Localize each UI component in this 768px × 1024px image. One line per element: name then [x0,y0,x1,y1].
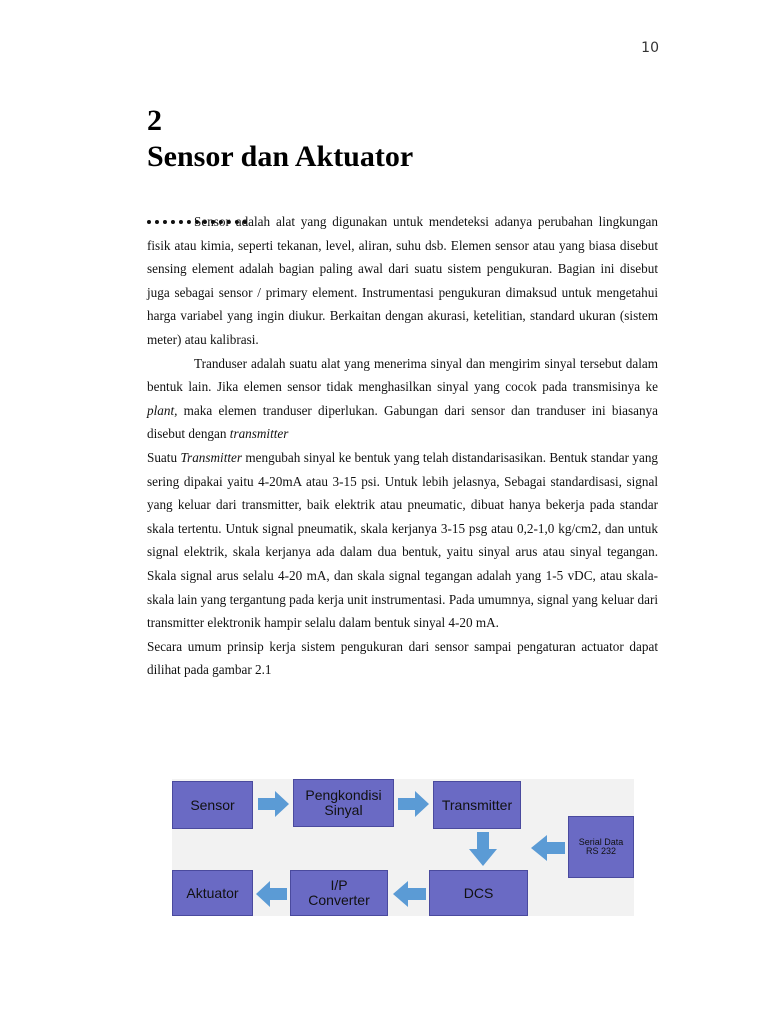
arrow-ip-to-aktuator [256,881,287,907]
paragraph-sensor-text: Sensor adalah alat yang digunakan untuk mendeteksi adanya perubahan lingkungan fisik atau kimia, seperti tekanan, level, aliran, suhu dsb. Elemen sensor atau yang biasa disebut sensing element adalah bagian paling awal dari suatu sistem pengukuran. Bagian ini disebut juga sebagai sensor / primary element. Instrumentasi pengukuran dimaksud untuk mengetahui harga variabel yang ingin diukur. Berkaitan dengan akurasi, ketelitian, standard ukuran (sistem meter) atau kalibrasi. [147,214,658,347]
transmitter-italic-2: Transmitter [180,449,243,465]
transmitter-text-b: mengubah sinyal ke bentuk yang telah distandarisasikan. Bentuk standar yang sering dipakai yaitu 4-20mA atau 3-15 psi. Untuk lebih jelasnya, Sebagai standardisasi, signal yang keluar dari transmitter, baik elektrik atau pneumatic, dibuat hanya bekerja pada standar skala tertentu. Untuk signal pneumatik, skala kerjanya 3-15 psg atau 0,2-1,0 kg/cm2, dan untuk signal elektrik, skala kerjanya ada dalam dua bentuk, yaitu sinyal arus atau sinyal tegangan. Skala signal arus selalu 4-20 mA, dan skala signal tegangan adalah yang 1-5 vDC, atau skala-skala lain yang tergantung pada kerja unit instrumentasi. Pada umumnya, signal yang keluar dari transmitter elektronik hampir selalu dalam bentuk sinyal 4-20 mA. [147,449,659,631]
dcs-box [429,870,528,916]
chapter-number: 2 [147,104,162,137]
transmitter-box [433,781,521,829]
tranduser-text-a: Tranduser adalah suatu alat yang menerima sinyal dan mengirim sinyal tersebut dalam bentuk lain. Jika elemen sensor tidak menghasilkan sinyal yang cocok pada transmisinya ke [147,355,658,395]
paragraph-tranduser [147,352,658,446]
arrow-transmitter-to-dcs [469,832,497,866]
arrow-dcs-to-ip [393,881,426,907]
transmitter-text-a: Suatu [147,449,181,465]
pengkondisi-label-1: Pengkondisi [305,787,382,804]
aktuator-box [172,870,253,916]
pengkondisi-label-2: Sinyal [324,802,363,818]
aktuator-label: Aktuator [186,884,239,901]
tranduser-text-b: maka elemen tranduser diperlukan. Gabungan dari sensor dan tranduser ini biasanya disebut dengan [147,402,658,442]
ip-label-1: I/P [330,877,348,894]
block-diagram [172,779,634,916]
serial-label-1: Serial Data [578,836,624,847]
serial-label-2: RS 232 [585,846,617,856]
dcs-label: DCS [463,884,494,901]
transmitter-label: Transmitter [441,796,513,813]
paragraph-transmitter [147,446,658,635]
ip-converter-box [290,870,388,916]
transmitter-italic: transmitter [229,426,289,442]
body-text [147,210,658,682]
page-number: 10 [641,40,659,56]
chapter-title: Sensor dan Aktuator [147,140,414,173]
sensor-box [172,781,253,829]
pengkondisi-box [293,779,394,827]
dotted-leader [147,220,247,224]
paragraph-summary: Secara umum prinsip kerja sistem pengukuran dari sensor sampai pengaturan actuator dapat dilihat pada gambar 2.1 [147,638,658,678]
ip-label-2: Converter [308,892,370,908]
arrow-sensor-to-pengkondisi [258,791,289,817]
arrow-pengkondisi-to-transmitter [398,791,429,817]
serial-data-box [568,816,634,878]
arrow-serial-to-dcs [531,835,565,861]
paragraph-sensor [147,210,658,352]
plant-italic: plant, [147,402,178,418]
sensor-label: Sensor [190,796,235,813]
